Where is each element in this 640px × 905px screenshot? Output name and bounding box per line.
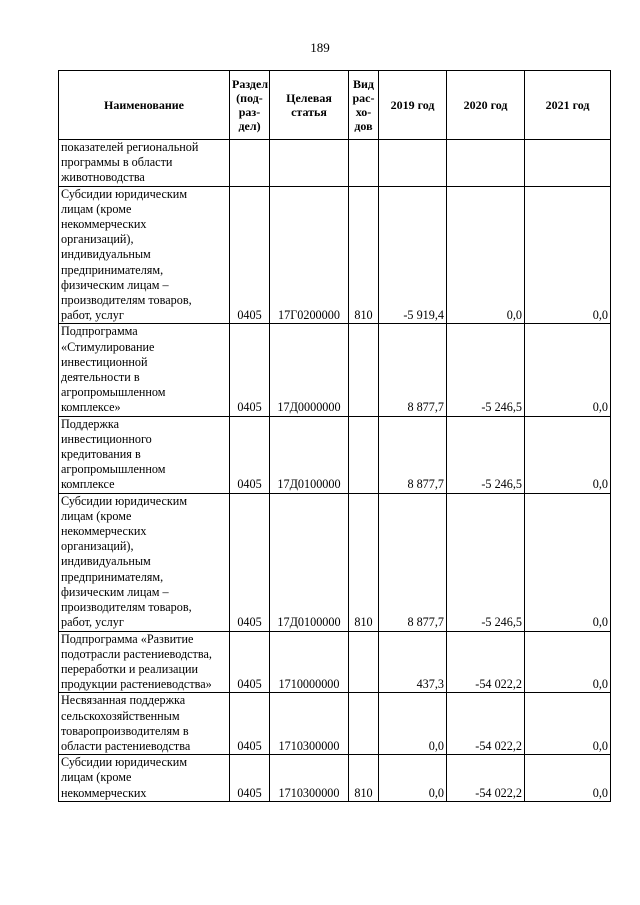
row-section: 0405 (230, 693, 270, 755)
table-header-row (59, 71, 611, 140)
row-2019: 8 877,7 (379, 493, 447, 631)
header-2019: 2019 год (379, 71, 447, 140)
table-row (59, 140, 611, 187)
row-2021: 0,0 (525, 755, 611, 802)
row-2019: 8 877,7 (379, 324, 447, 416)
row-2019: 437,3 (379, 631, 447, 693)
row-target (270, 140, 349, 187)
row-target: 17Д0000000 (270, 324, 349, 416)
header-target: Целевая статья (270, 71, 349, 140)
table-row (59, 693, 611, 755)
row-name: Подпрограмма «Стимулирование инвестиционной деятельности в агропромышленном комплексе» (59, 324, 230, 416)
table-row (59, 493, 611, 631)
row-name: Поддержка инвестиционного кредитования в агропромышленном комплексе (59, 416, 230, 493)
row-2021: 0,0 (525, 693, 611, 755)
row-2019: 8 877,7 (379, 416, 447, 493)
row-2020: -5 246,5 (447, 324, 525, 416)
row-name: Несвязанная поддержка сельскохозяйственным товаропроизводителям в области растениеводства (59, 693, 230, 755)
row-2019 (379, 140, 447, 187)
row-2020: 0,0 (447, 186, 525, 324)
header-name: Наименование (59, 71, 230, 140)
row-2020 (447, 140, 525, 187)
row-target: 17Д0100000 (270, 493, 349, 631)
row-expense (349, 693, 379, 755)
row-2021: 0,0 (525, 631, 611, 693)
row-section: 0405 (230, 416, 270, 493)
row-target: 1710300000 (270, 755, 349, 802)
row-section (230, 140, 270, 187)
row-name: Подпрограмма «Развитие подотрасли растениеводства, переработки и реализации продукции растениеводства» (59, 631, 230, 693)
row-section: 0405 (230, 186, 270, 324)
row-2020: -5 246,5 (447, 416, 525, 493)
row-2021 (525, 140, 611, 187)
row-section: 0405 (230, 755, 270, 802)
row-expense (349, 631, 379, 693)
row-section: 0405 (230, 631, 270, 693)
row-name: Субсидии юридическим лицам (кроме некоммерческих организаций), индивидуальным предпринимателям, физическим лицам – производителям товаров, работ, услуг (59, 493, 230, 631)
row-section: 0405 (230, 493, 270, 631)
table-row (59, 755, 611, 802)
row-target: 17Г0200000 (270, 186, 349, 324)
table-row (59, 186, 611, 324)
row-expense (349, 140, 379, 187)
row-2019: 0,0 (379, 693, 447, 755)
row-target: 17Д0100000 (270, 416, 349, 493)
row-2020: -54 022,2 (447, 755, 525, 802)
row-expense: 810 (349, 493, 379, 631)
row-2020: -5 246,5 (447, 493, 525, 631)
row-expense (349, 416, 379, 493)
row-2019: 0,0 (379, 755, 447, 802)
header-2021: 2021 год (525, 71, 611, 140)
row-2020: -54 022,2 (447, 693, 525, 755)
row-section: 0405 (230, 324, 270, 416)
row-expense: 810 (349, 755, 379, 802)
row-name: показателей региональной программы в области животноводства (59, 140, 230, 187)
row-target: 1710300000 (270, 693, 349, 755)
row-2021: 0,0 (525, 324, 611, 416)
row-name: Субсидии юридическим лицам (кроме некоммерческих (59, 755, 230, 802)
header-2020: 2020 год (447, 71, 525, 140)
header-expense: Вид рас- хо- дов (349, 71, 379, 140)
table-row (59, 631, 611, 693)
table-row (59, 324, 611, 416)
row-2019: -5 919,4 (379, 186, 447, 324)
row-2021: 0,0 (525, 416, 611, 493)
row-2021: 0,0 (525, 493, 611, 631)
row-target: 1710000000 (270, 631, 349, 693)
row-name: Субсидии юридическим лицам (кроме некоммерческих организаций), индивидуальным предпринимателям, физическим лицам – производителям товаров, работ, услуг (59, 186, 230, 324)
header-section: Раздел (под- раз- дел) (230, 71, 270, 140)
row-2020: -54 022,2 (447, 631, 525, 693)
row-expense (349, 324, 379, 416)
budget-table (58, 70, 611, 802)
table-row (59, 416, 611, 493)
row-2021: 0,0 (525, 186, 611, 324)
row-expense: 810 (349, 186, 379, 324)
page-number: 189 (310, 40, 330, 55)
